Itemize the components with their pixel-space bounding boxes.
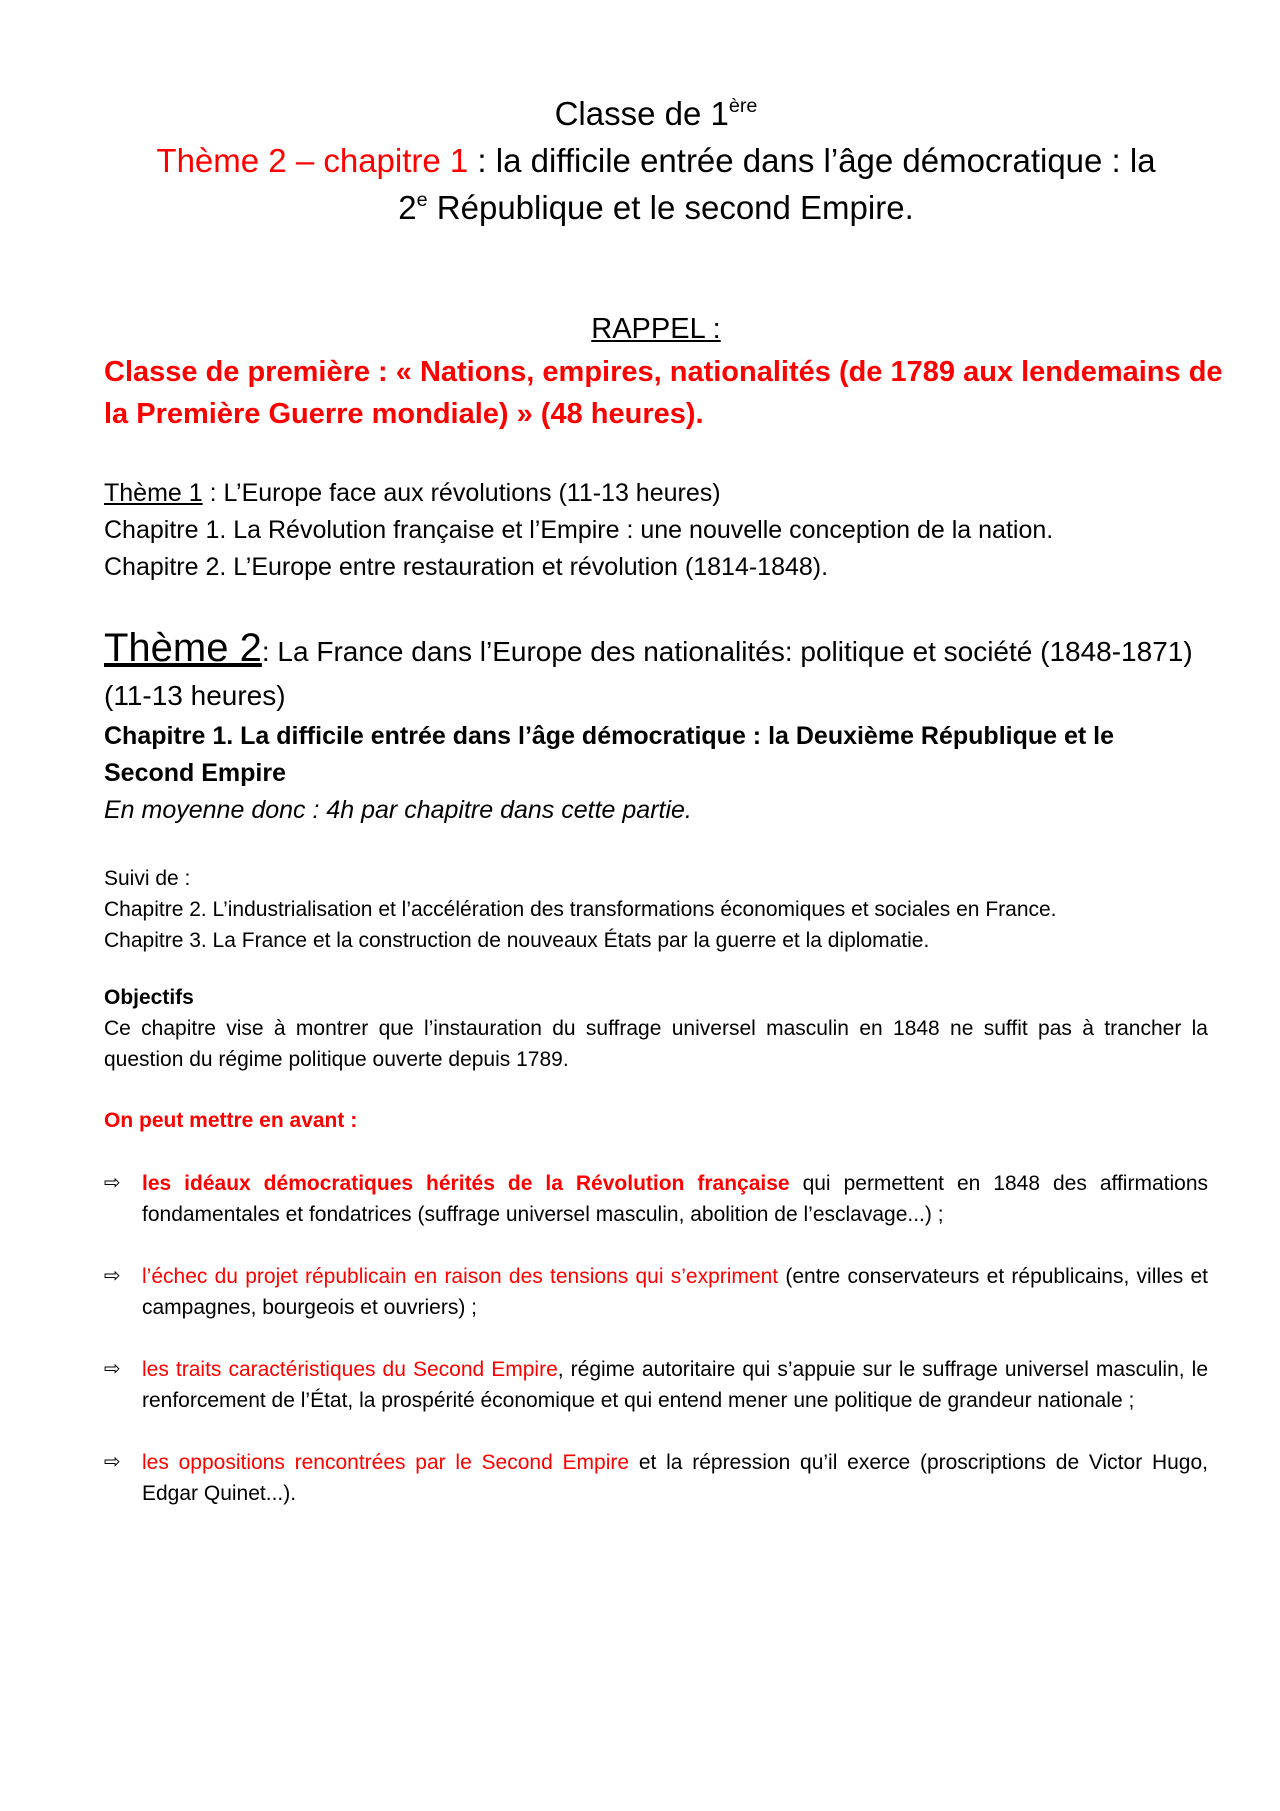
document-title — [104, 90, 1208, 231]
suivi-chapter-2: Chapitre 2. L’industrialisation et l’accélération des transformations économiques et sociales en France. — [104, 898, 1057, 921]
avant-heading: On peut mettre en avant : — [104, 1109, 358, 1132]
arrow-right-icon: ⇨ — [104, 1451, 121, 1473]
theme1-chapter-2: Chapitre 2. L’Europe entre restauration et révolution (1814-1848). — [104, 553, 829, 581]
arrow-right-icon: ⇨ — [104, 1172, 121, 1194]
arrow-right-icon: ⇨ — [104, 1358, 121, 1380]
document-page — [104, 90, 1223, 1540]
list-item: ⇨ les idéaux démocratiques hérités de la Révolution française qui permettent en 1848 des affirmations fondamentales et fondatrices (suffrage universel masculin, abolition de l’esclavage...) ; — [104, 1168, 1208, 1230]
rappel-heading: RAPPEL : — [591, 313, 721, 345]
title-line-3: 2e République et le second Empire. — [398, 189, 914, 226]
list-item: ⇨ les traits caractéristiques du Second Empire, régime autoritaire qui s’appuie sur le suffrage universel masculin, le renforcement de l’État, la prospérité économique et qui entend mener une politique de grandeur nationale ; — [104, 1354, 1208, 1416]
title-theme-chapter: Thème 2 – chapitre 1 — [156, 142, 469, 179]
avant-list — [104, 1168, 1208, 1509]
objectifs-text: Ce chapitre vise à montrer que l’instauration du suffrage universel masculin en 1848 ne suffit pas à trancher la question du régime politique ouverte depuis 1789. — [104, 1017, 1208, 1071]
suivi-label: Suivi de : — [104, 867, 191, 890]
suivi-section — [104, 863, 1208, 956]
theme1-heading: Thème 1 : L’Europe face aux révolutions (11-13 heures) — [104, 479, 721, 507]
theme2-heading: Thème 2: La France dans l’Europe des nationalités: politique et société (1848-1871) (11-13 heures) — [104, 626, 1193, 711]
title-line-1: Classe de 1ère — [554, 95, 758, 132]
suivi-chapter-3: Chapitre 3. La France et la construction de nouveaux États par la guerre et la diplomatie. — [104, 929, 930, 952]
title-line-2: Thème 2 – chapitre 1 : la difficile entrée dans l’âge démocratique : la — [156, 142, 1156, 179]
theme1-chapter-1: Chapitre 1. La Révolution française et l’Empire : une nouvelle conception de la nation. — [104, 516, 1054, 544]
theme2-note: En moyenne donc : 4h par chapitre dans cette partie. — [104, 796, 692, 824]
arrow-right-icon: ⇨ — [104, 1265, 121, 1287]
theme1-section — [104, 475, 1208, 586]
list-item: ⇨ l’échec du projet républicain en raison des tensions qui s’expriment (entre conservateurs et républicains, villes et campagnes, bourgeois et ouvriers) ; — [104, 1261, 1208, 1323]
program-title: Classe de première : « Nations, empires, nationalités (de 1789 aux lendemains de la Première Guerre mondiale) » (48 heures). — [104, 356, 1223, 430]
list-item: ⇨ les oppositions rencontrées par le Second Empire et la répression qu’il exerce (proscriptions de Victor Hugo, Edgar Quinet...). — [104, 1447, 1208, 1509]
objectifs-label: Objectifs — [104, 986, 194, 1009]
objectifs-section — [104, 982, 1208, 1075]
theme2-chapter: Chapitre 1. La difficile entrée dans l’âge démocratique : la Deuxième République et le Second Empire — [104, 722, 1114, 787]
